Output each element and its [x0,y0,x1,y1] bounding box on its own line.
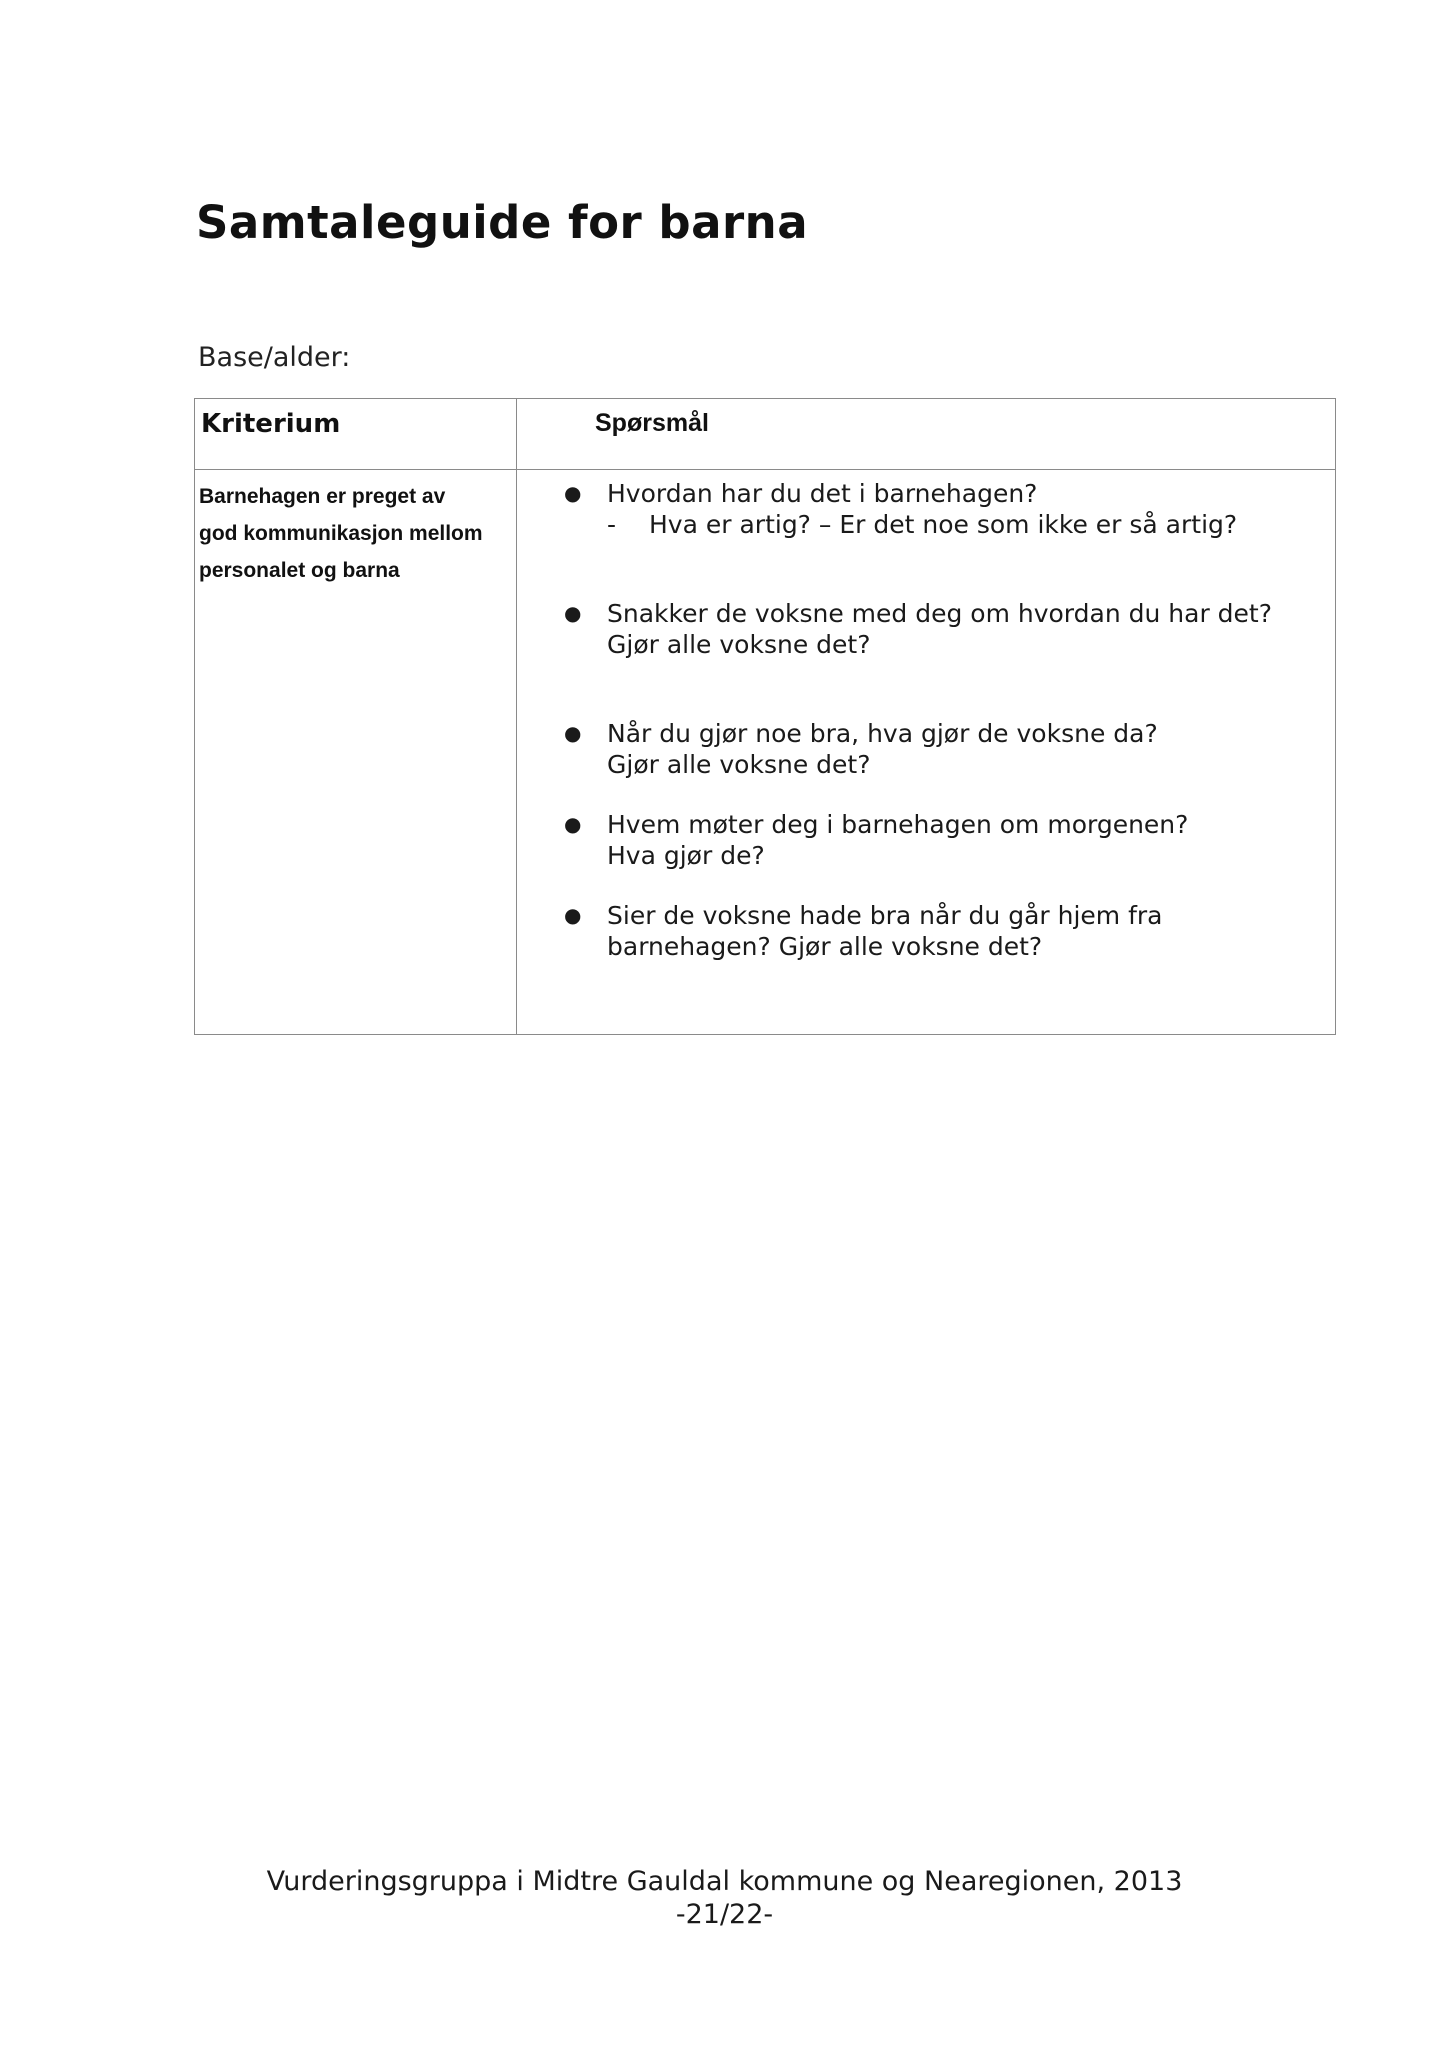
questions-header: Spørsmål [595,409,709,437]
page-title: Samtaleguide for barna [196,196,809,249]
criterion-cell [195,470,517,1035]
conversation-guide-table [194,398,1336,1035]
bullet-icon: ● [564,601,582,625]
question-line: Hvem møter deg i barnehagen om morgenen? [607,810,1189,839]
question-line: Snakker de voksne med deg om hvordan du har det? [607,599,1273,628]
bullet-icon: ● [564,721,582,745]
question-line: Hvordan har du det i barnehagen? [607,479,1038,508]
question-line: Sier de voksne hade bra når du går hjem fra [607,901,1163,930]
question-line: Hva gjør de? [607,841,765,870]
page-number: -21/22- [675,1899,774,1930]
criterion-text [195,470,516,589]
dash-icon: - [607,510,617,539]
question-item [517,478,1335,540]
question-item [517,718,1335,780]
questions-list [517,470,1335,962]
questions-cell [517,470,1336,1035]
bullet-icon: ● [564,903,582,927]
question-line: Når du gjør noe bra, hva gjør de voksne da? [607,719,1158,748]
question-item [517,900,1335,962]
table-row [195,470,1336,1035]
bullet-icon: ● [564,812,582,836]
question-line: Gjør alle voksne det? [607,630,871,659]
question-item [517,598,1335,660]
question-line: barnehagen? Gjør alle voksne det? [607,932,1043,961]
criterion-line: god kommunikasjon mellom [199,522,483,545]
criterion-line: personalet og barna [199,559,400,582]
question-line: Gjør alle voksne det? [607,750,871,779]
footer-text: Vurderingsgruppa i Midtre Gauldal kommune og Nearegionen, 2013 [266,1866,1183,1897]
sub-question [607,509,1335,540]
page-footer [0,1865,1449,1931]
criterion-header: Kriterium [201,409,341,439]
table-header-row [195,399,1336,470]
sub-question-text: Hva er artig? – Er det noe som ikke er så artig? [649,510,1238,539]
base-age-label: Base/alder: [198,342,351,373]
questions-header-cell [517,399,1336,470]
bullet-icon: ● [564,481,582,505]
criterion-header-cell [195,399,517,470]
question-item [517,809,1335,871]
criterion-line: Barnehagen er preget av [199,485,446,508]
